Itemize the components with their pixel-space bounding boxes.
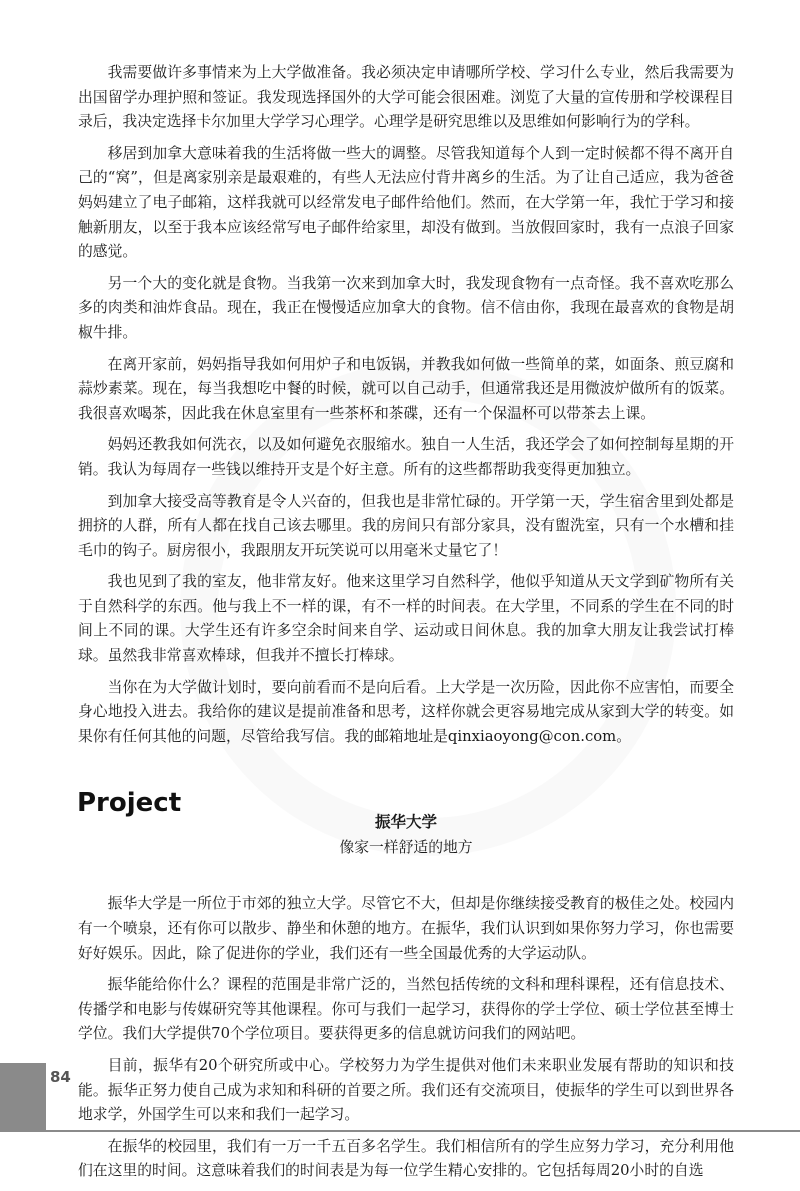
project-subtitle: 像家一样舒适的地方: [339, 839, 473, 857]
project-section: [78, 787, 734, 1184]
project-heading: Project: [77, 788, 182, 819]
letter-paragraph: 移居到加拿大意味着我的生活将做一些大的调整。尽管我知道每个人到一定时候都不得不离开自己的“窝”，但是离家别亲是最艰难的，有些人无法应付背井离乡的生活。为了让自己适应，我为爸爸妈妈建立了电子邮箱，这样我就可以经常发电子邮件给他们。然而，在大学第一年，我忙于学习和接触新朋友，以至于我本应该经常写电子邮件给家里，却没有做到。当放假回家时，我有一点浪子回家的感觉。: [78, 144, 734, 261]
letter-paragraph: 到加拿大接受高等教育是令人兴奋的，但我也是非常忙碌的。开学第一天，学生宿舍里到处都是拥挤的人群，所有人都在找自己该去哪里。我的房间只有部分家具，没有盥洗室，只有一个水槽和挂毛巾的钩子。厨房很小，我跟朋友开玩笑说可以用毫米丈量它了！: [78, 492, 734, 559]
letter-paragraph: 妈妈还教我如何洗衣，以及如何避免衣服缩水。独自一人生活，我还学会了如何控制每星期的开销。我认为每周存一些钱以维持开支是个好主意。所有的这些都帮助我变得更加独立。: [78, 436, 734, 478]
project-paragraph: 在振华的校园里，我们有一万一千五百多名学生。我们相信所有的学生应努力学习，充分利用他们在这里的时间。这意味着我们的时间表是为每一位学生精心安排的。它包括每周20小时的自选: [78, 1137, 734, 1180]
page-corner-tab: [0, 1063, 46, 1132]
letter-paragraph: 在离开家前，妈妈指导我如何用炉子和电饭锅，并教我如何做一些简单的菜，如面条、煎豆腐和蒜炒素菜。现在，每当我想吃中餐的时候，就可以自己动手，但通常我还是用微波炉做所有的饭菜。我很喜欢喝茶，因此我在休息室里有一些茶杯和茶碟，还有一个保温杯可以带茶去上课。: [78, 355, 734, 422]
letter-paragraph: 另一个大的变化就是食物。当我第一次来到加拿大时，我发现食物有一点奇怪。我不喜欢吃那么多的肉类和油炸食品。现在，我正在慢慢适应加拿大的食物。信不信由你，我现在最喜欢的食物是胡椒牛排。: [78, 274, 734, 341]
letter-paragraph: 我也见到了我的室友，他非常友好。他来这里学习自然科学，他似乎知道从天文学到矿物所有关于自然科学的东西。他与我上不一样的课，有不一样的时间表。在大学里，不同系的学生在不同的时间上不同的课。大学生还有许多空余时间来自学、运动或日间休息。我的加拿大朋友让我尝试打棒球。虽然我非常喜欢棒球，但我并不擅长打棒球。: [78, 573, 734, 665]
project-paragraph: 振华能给你什么？课程的范围是非常广泛的，当然包括传统的文科和理科课程，还有信息技术、传播学和电影与传媒研究等其他课程。你可与我们一起学习，获得你的学士学位、硕士学位甚至博士学位。我们大学提供70个学位项目。要获得更多的信息就访问我们的网站吧。: [78, 976, 734, 1043]
page-number: 84: [50, 1068, 71, 1086]
letter-paragraph: 我需要做许多事情来为上大学做准备。我必须决定申请哪所学校、学习什么专业，然后我需要为出国留学办理护照和签证。我发现选择国外的大学可能会很困难。浏览了大量的宣传册和学校课程目录后，我决定选择卡尔加里大学学习心理学。心理学是研究思维以及思维如何影响行为的学科。: [78, 64, 734, 131]
letter-paragraph: 当你在为大学做计划时，要向前看而不是向后看。上大学是一次历险，因此你不应害怕，而要全身心地投入进去。我给你的建议是提前准备和思考，这样你就会更容易地完成从家到大学的转变。如果你有任何其他的问题，尽管给我写信。我的邮箱地址是qinxiaoyong@con.com。: [78, 678, 734, 745]
project-paragraph: 振华大学是一所位于市郊的独立大学。尽管它不大，但却是你继续接受教育的极佳之处。校园内有一个喷泉，还有你可以散步、静坐和休憩的地方。在振华，我们认识到如果你努力学习，你也需要好好娱乐。因此，除了促进你的学业，我们还有一些全国最优秀的大学运动队。: [78, 895, 734, 962]
project-title: 振华大学: [374, 813, 437, 832]
letter-section: [78, 61, 734, 749]
project-paragraph: 目前，振华有20个研究所或中心。学校努力为学生提供对他们未来职业发展有帮助的知识和技能。振华正努力使自己成为求知和科研的首要之所。我们还有交流项目，使振华的学生可以到世界各地求学，外国学生可以来和我们一起学习。: [78, 1057, 734, 1124]
page-content: [78, 61, 734, 1191]
